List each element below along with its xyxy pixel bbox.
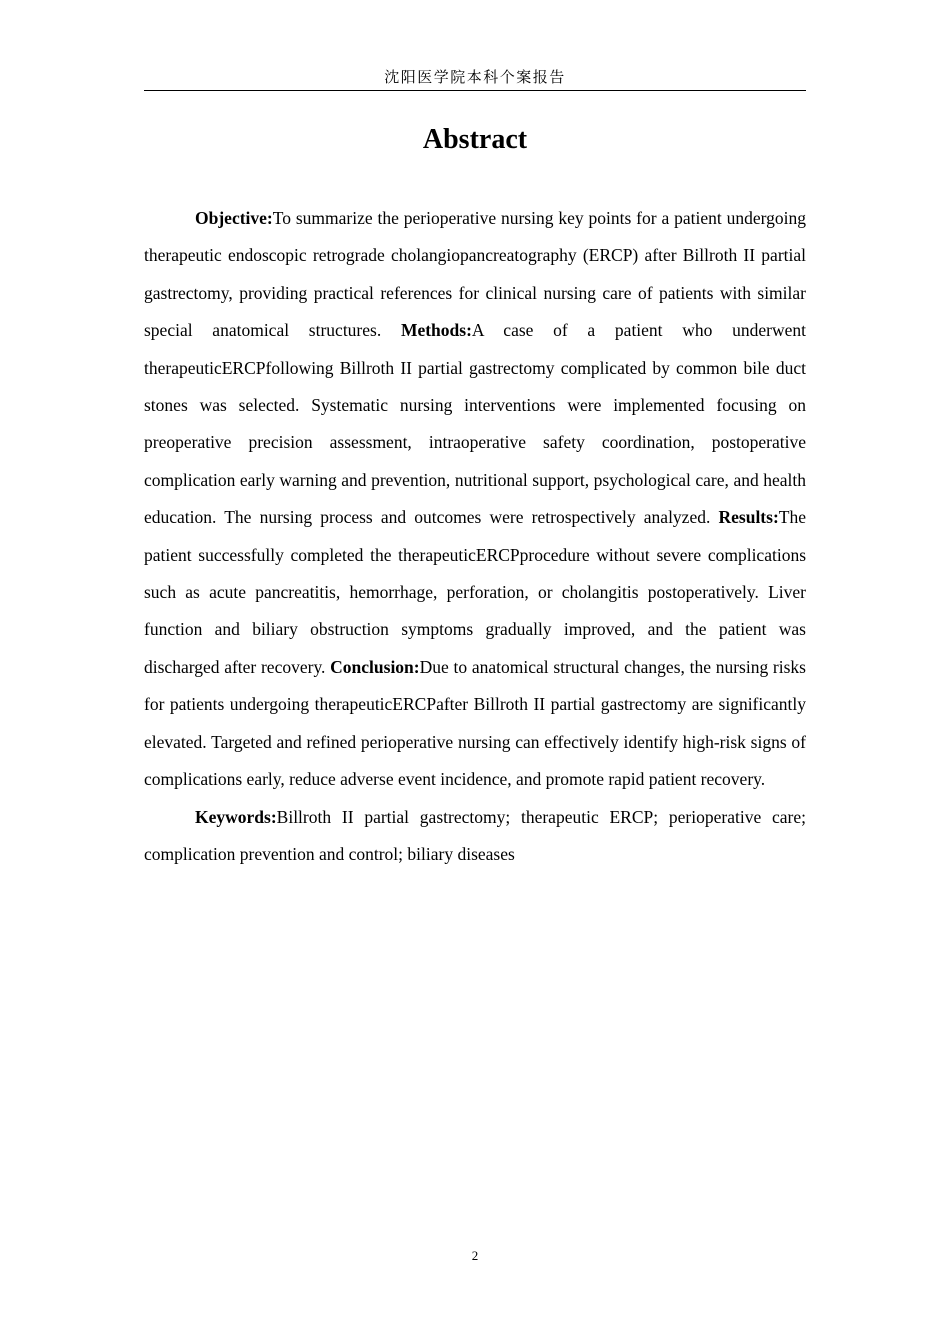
keywords-paragraph <box>144 799 806 874</box>
running-header: 沈阳医学院本科个案报告 <box>144 66 806 91</box>
keywords-text: Billroth II partial gastrectomy; therapeutic ERCP; perioperative care; complication prevention and control; biliary diseases <box>144 806 806 864</box>
objective-text: To summarize the perioperative nursing key points for a patient undergoing therapeutic endoscopic retrograde cholangiopancreatography (ERCP) after Billroth II partial gastrectomy, providing practical references for clinical nursing care of patients with similar special anatomical structures. <box>144 208 806 341</box>
methods-label: Methods: <box>400 320 472 341</box>
page-number: 2 <box>471 1248 479 1263</box>
conclusion-text: Due to anatomical structural changes, the nursing risks for patients undergoing therapeuticERCPafter Billroth II partial gastrectomy are significantly elevated. Targeted and refined perioperative nursing can effectively identify high-risk signs of complications early, reduce adverse event incidence, and promote rapid patient recovery. <box>144 656 806 790</box>
methods-text: A case of a patient who underwent therapeuticERCPfollowing Billroth II partial gastrectomy complicated by common bile duct stones was selected. Systematic nursing interventions were implemented focusing on preoperative precision assessment, intraoperative safety coordination, postoperative complication early warning and prevention, nutritional support, psychological care, and health education. The nursing process and outcomes were retrospectively analyzed. <box>144 320 806 528</box>
keywords-label: Keywords: <box>195 806 277 827</box>
conclusion-label: Conclusion: <box>330 656 420 677</box>
results-text: The patient successfully completed the therapeuticERCPprocedure without severe complications such as acute pancreatitis, hemorrhage, perforation, or cholangitis postoperatively. Liver function and biliary obstruction symptoms gradually improved, and the patient was discharged after recovery. <box>144 507 806 677</box>
results-label: Results: <box>718 507 779 528</box>
abstract-paragraph <box>144 200 806 799</box>
objective-label: Objective: <box>195 208 273 228</box>
abstract-body <box>144 200 806 873</box>
abstract-title: Abstract <box>422 124 528 155</box>
